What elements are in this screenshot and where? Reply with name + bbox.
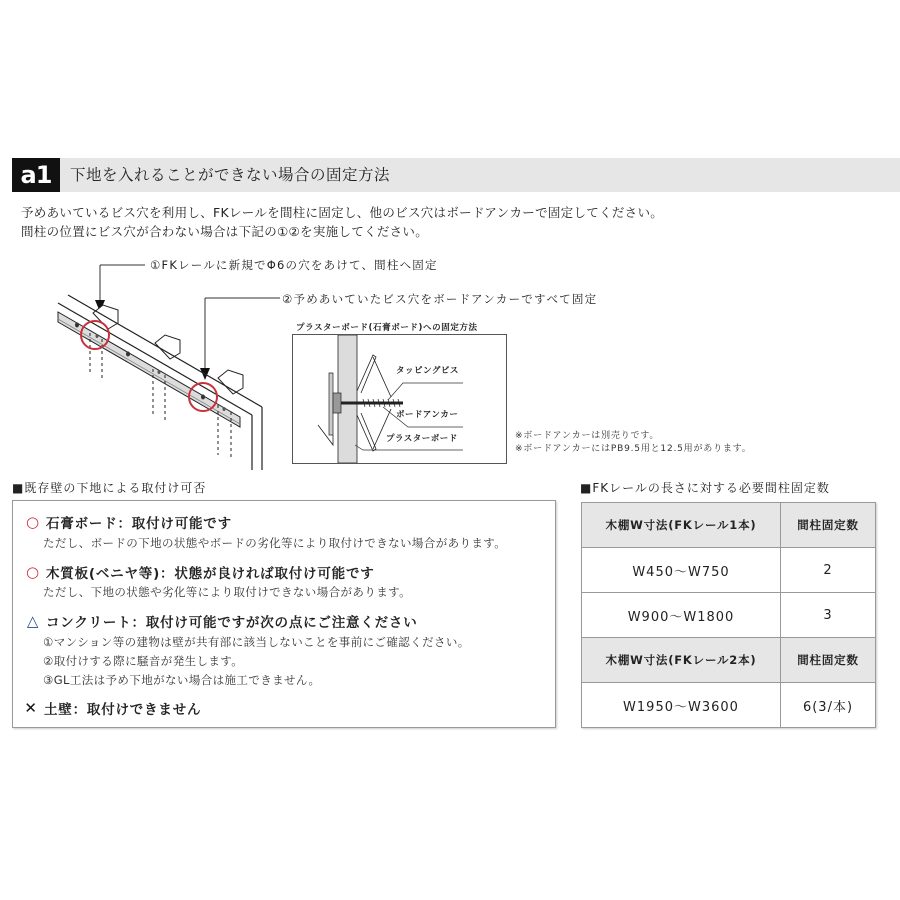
fk-stud-count-table: [581, 502, 876, 728]
compat-item-desc: ただし、下地の状態や劣化等により取付けできない場合があります。: [43, 585, 411, 599]
note-sold-separately: ※ボードアンカーは別売りです。: [515, 431, 660, 441]
plasterboard-inset: [292, 334, 507, 464]
table-header-cell: 木棚W寸法(FKレール2本): [582, 638, 781, 683]
compat-item-title: コンクリート：取付け可能ですが次の点にご注意ください: [46, 615, 418, 631]
compat-item-earth-wall: [22, 698, 201, 718]
table-cell: W1950〜W3600: [582, 683, 781, 728]
callout-board-anchor: ②予めあいていたビス穴をボードアンカーですべて固定: [282, 292, 598, 306]
section-badge: a1: [12, 158, 60, 192]
compat-item-concrete: [24, 611, 418, 631]
table-header-cell: 間柱固定数: [781, 638, 876, 683]
compat-heading: ■既存壁の下地による取付け可否: [12, 481, 207, 495]
table-header-cell: 木棚W寸法(FKレール1本): [582, 503, 781, 548]
fk-table-heading: ■FKレールの長さに対する必要間柱固定数: [580, 481, 830, 495]
table-row: [582, 593, 876, 638]
table-cell: W450〜W750: [582, 548, 781, 593]
compat-item-desc: ただし、ボードの下地の状態やボードの劣化等により取付けできない場合があります。: [43, 536, 507, 550]
compat-item-title: 土壁：取付けできません: [44, 702, 202, 718]
label-plaster-board: プラスターボード: [386, 434, 458, 444]
compat-item-desc: ③GL工法は予め下地がない場合は施工できません。: [43, 673, 321, 687]
table-cell: 3: [781, 593, 876, 638]
circle-ok-icon: ○: [26, 512, 40, 531]
callout-new-hole: ①FKレールに新規でΦ6の穴をあけて、間柱へ固定: [150, 258, 438, 272]
table-header-row: [582, 638, 876, 683]
triangle-caution-icon: △: [26, 611, 40, 630]
table-header-cell: 間柱固定数: [781, 503, 876, 548]
intro-line-2: 間柱の位置にビス穴が合わない場合は下記の①②を実施してください。: [21, 224, 429, 239]
section-title: 下地を入れることができない場合の固定方法: [70, 166, 391, 184]
table-cell: W900〜W1800: [582, 593, 781, 638]
table-header-row: [582, 503, 876, 548]
compat-item-desc: ②取付けする際に騒音が発生します。: [43, 654, 244, 668]
inset-title: プラスターボード(石膏ボード)への固定方法: [296, 323, 478, 333]
compat-item-wood: [24, 562, 375, 582]
compat-item-desc: ①マンション等の建物は壁が共有部に該当しないことを事前にご確認ください。: [43, 635, 470, 649]
label-board-anchor: ボードアンカー: [396, 410, 459, 420]
fk-rail-diagram: [40, 255, 300, 470]
table-cell: 2: [781, 548, 876, 593]
compat-item-gypsum: [24, 512, 232, 532]
compat-item-title: 石膏ボード：取付け可能です: [46, 516, 232, 532]
compat-item-title: 木質板(ベニヤ等)：状態が良ければ取付け可能です: [46, 566, 375, 582]
label-tapping-screw: タッピングビス: [396, 366, 459, 376]
intro-line-1: 予めあいているビス穴を利用し、FKレールを間柱に固定し、他のビス穴はボードアンカーで固定してください。: [21, 205, 664, 220]
circle-ok-icon: ○: [26, 562, 40, 581]
cross-ng-icon: ✕: [24, 698, 38, 717]
table-row: [582, 683, 876, 728]
table-row: [582, 548, 876, 593]
table-cell: 6(3/本): [781, 683, 876, 728]
note-anchor-sizes: ※ボードアンカーにはPB9.5用と12.5用があります。: [515, 444, 752, 454]
